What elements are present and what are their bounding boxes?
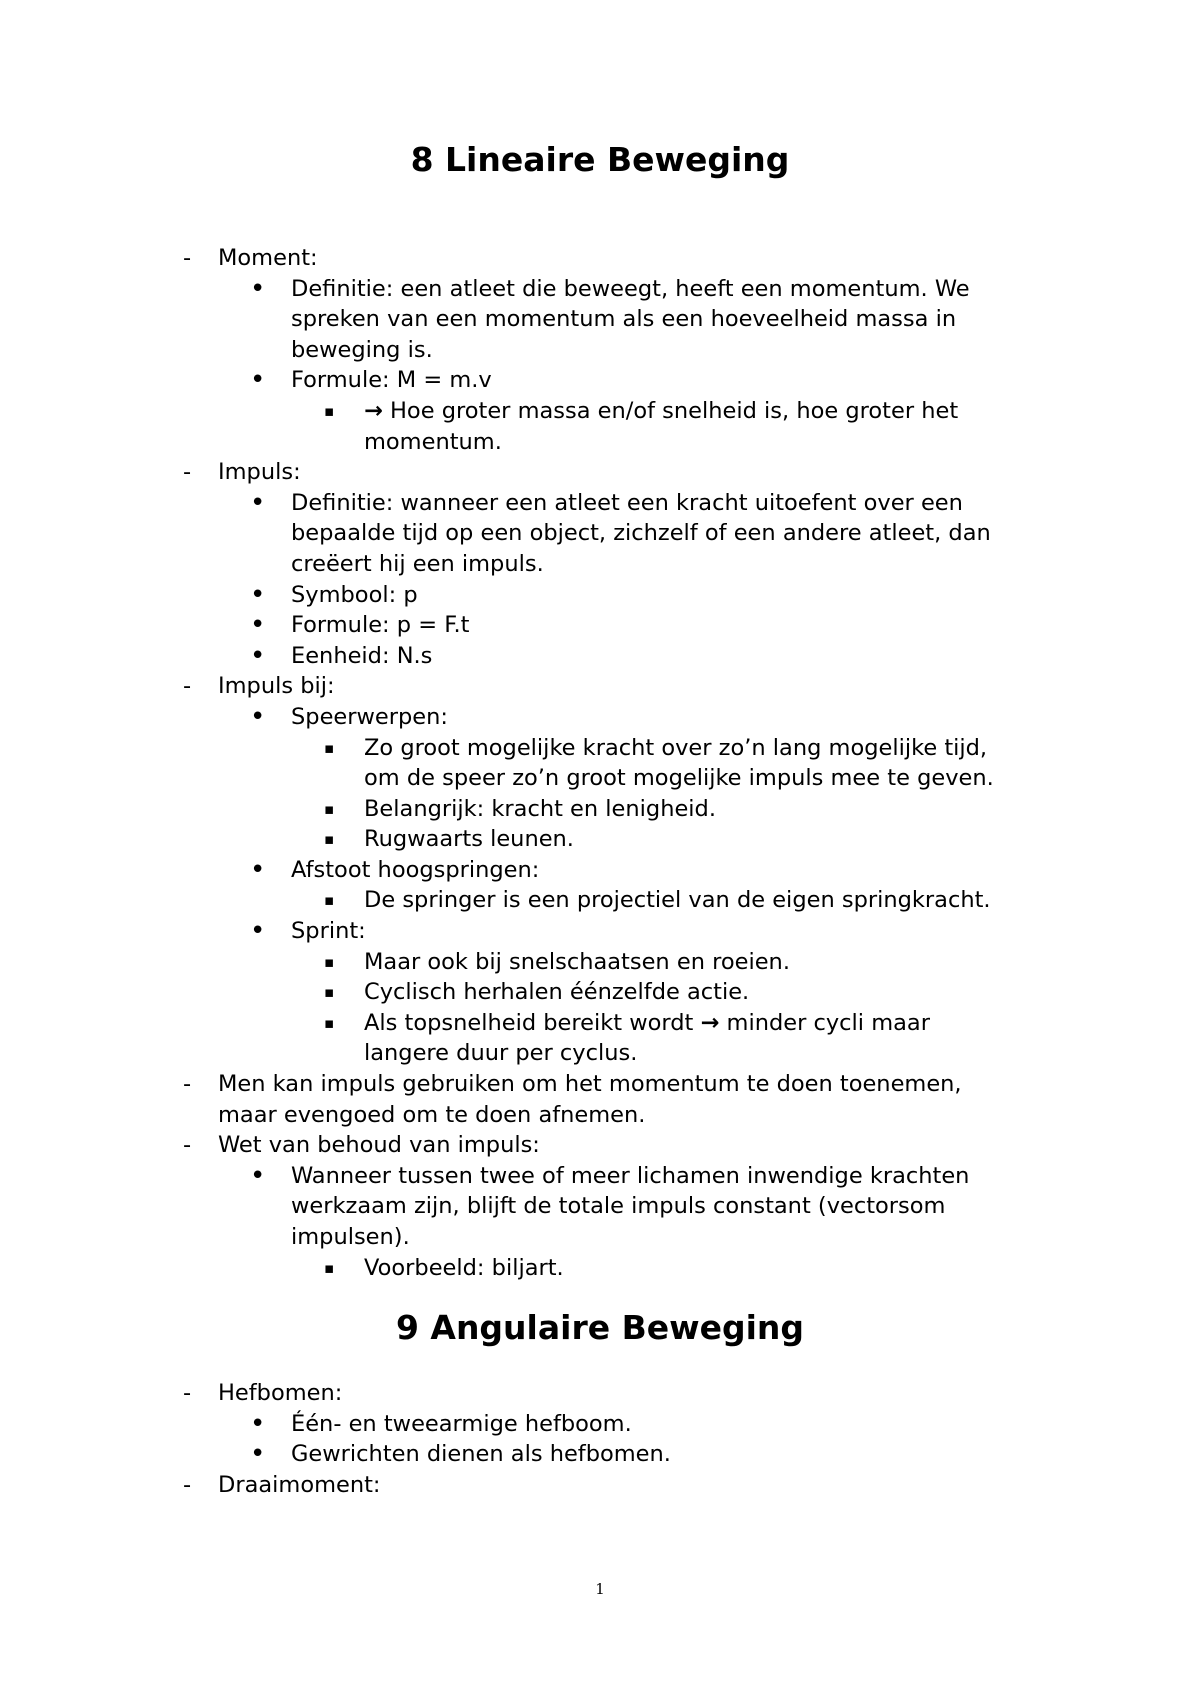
moment-consequence: → Hoe groter massa en/of snelheid is, hoe groter het [364, 397, 959, 424]
list-item-continuation [0, 1191, 1200, 1222]
list-item [0, 243, 1200, 274]
conservation-item: werkzaam zijn, blijft de totale impuls constant (vectorsom [291, 1193, 946, 1220]
bullet-marker: • [250, 579, 266, 610]
square-marker: ▪ [324, 401, 335, 420]
square-marker: ▪ [324, 983, 335, 1002]
square-marker: ▪ [324, 830, 335, 849]
bullet-marker: • [250, 701, 266, 732]
dash-marker: - [183, 459, 192, 486]
dash-marker: - [183, 1471, 192, 1498]
section-angulaire-beweging [0, 1378, 1200, 1500]
dash-marker: - [183, 1380, 192, 1406]
bullet-marker: • [250, 854, 266, 885]
list-item [0, 671, 1200, 702]
square-marker: ▪ [324, 738, 335, 757]
list-item-continuation [0, 335, 1200, 366]
impulse-formula: Formule: p = F.t [291, 612, 470, 639]
bullet-marker: • [250, 916, 266, 947]
list-item-continuation [0, 427, 1200, 458]
list-item [0, 610, 1200, 641]
sprint-item: Maar ook bij snelschaatsen en roeien. [364, 948, 790, 975]
moment-label: Moment: [218, 245, 318, 271]
javelin-item: om de speer zo’n groot mogelijke impuls mee te geven. [364, 765, 994, 792]
dash-marker: - [183, 1071, 192, 1098]
list-item [0, 702, 1200, 733]
bullet-marker: • [250, 610, 266, 641]
list-item-continuation [0, 1222, 1200, 1253]
list-item [0, 794, 1200, 825]
levers-item: Één- en tweearmige hefboom. [291, 1410, 632, 1437]
javelin-label: Speerwerpen: [291, 703, 448, 730]
list-item-continuation [0, 304, 1200, 335]
bullet-marker: • [250, 1160, 266, 1191]
square-marker: ▪ [324, 952, 335, 971]
list-item [0, 1253, 1200, 1284]
list-item [0, 947, 1200, 978]
levers-label: Hefbomen: [218, 1380, 343, 1406]
sprint-item: Als topsnelheid bereikt wordt → minder cycli maar [364, 1009, 930, 1036]
impulse-definition: creëert hij een impuls. [291, 550, 544, 577]
moment-consequence: momentum. [364, 428, 502, 455]
conservation-example: Voorbeeld: biljart. [364, 1254, 564, 1281]
list-item [0, 916, 1200, 947]
impulse-label: Impuls: [218, 459, 301, 486]
impulse-unit: Eenheid: N.s [291, 642, 433, 669]
list-item [0, 885, 1200, 916]
high-jump-item: De springer is een projectiel van de eigen springkracht. [364, 887, 991, 914]
javelin-item: Rugwaarts leunen. [364, 826, 574, 853]
bullet-marker: • [250, 365, 266, 396]
list-item [0, 824, 1200, 855]
bullet-marker: • [250, 1439, 266, 1470]
list-item [0, 1069, 1200, 1100]
list-item [0, 1439, 1200, 1470]
square-marker: ▪ [324, 1258, 335, 1277]
list-item [0, 855, 1200, 886]
list-item [0, 1378, 1200, 1409]
sprint-label: Sprint: [291, 918, 366, 945]
list-item [0, 274, 1200, 305]
list-item-continuation [0, 549, 1200, 580]
bullet-marker: • [250, 487, 266, 518]
impulse-at-label: Impuls bij: [218, 673, 335, 700]
high-jump-label: Afstoot hoogspringen: [291, 856, 540, 883]
dash-marker: - [183, 245, 192, 271]
list-item [0, 396, 1200, 427]
javelin-item: Belangrijk: kracht en lenigheid. [364, 795, 716, 822]
list-item [0, 1161, 1200, 1192]
list-item [0, 1130, 1200, 1161]
list-item [0, 733, 1200, 764]
list-item-continuation [0, 518, 1200, 549]
list-item [0, 641, 1200, 672]
heading-lineaire-beweging: 8 Lineaire Beweging [410, 140, 790, 179]
square-marker: ▪ [324, 1013, 335, 1032]
impulse-symbol: Symbool: p [291, 581, 418, 608]
list-item [0, 1470, 1200, 1501]
bullet-marker: • [250, 1408, 266, 1439]
conservation-item: Wanneer tussen twee of meer lichamen inwendige krachten [291, 1162, 970, 1189]
dash-marker: - [183, 673, 192, 700]
bullet-marker: • [250, 273, 266, 304]
sprint-item: langere duur per cyclus. [364, 1040, 638, 1067]
torque-label: Draaimoment: [218, 1471, 381, 1498]
list-item-continuation [0, 1038, 1200, 1069]
dash-marker: - [183, 1132, 192, 1159]
sprint-item: Cyclisch herhalen éénzelfde actie. [364, 979, 750, 1006]
moment-definition: beweging is. [291, 336, 433, 363]
conservation-item: impulsen). [291, 1224, 410, 1250]
moment-definition: Definitie: een atleet die beweegt, heeft een momentum. We [291, 275, 970, 302]
square-marker: ▪ [324, 891, 335, 910]
moment-formula: Formule: M = m.v [291, 367, 492, 394]
levers-item: Gewrichten dienen als hefbomen. [291, 1441, 671, 1468]
list-item-continuation [0, 763, 1200, 794]
list-item [0, 488, 1200, 519]
list-item [0, 365, 1200, 396]
square-marker: ▪ [324, 799, 335, 818]
list-item [0, 977, 1200, 1008]
impulse-use: maar evengoed om te doen afnemen. [218, 1101, 646, 1128]
heading-angulaire-beweging: 9 Angulaire Beweging [395, 1308, 805, 1347]
impulse-definition: bepaalde tijd op een object, zichzelf of een andere atleet, dan [291, 520, 991, 547]
list-item [0, 457, 1200, 488]
list-item [0, 1008, 1200, 1039]
list-item [0, 1409, 1200, 1440]
javelin-item: Zo groot mogelijke kracht over zo’n lang mogelijke tijd, [364, 734, 988, 761]
list-item [0, 580, 1200, 611]
moment-definition: spreken van een momentum als een hoeveelheid massa in [291, 306, 957, 333]
list-item-continuation [0, 1100, 1200, 1131]
page-number: 1 [595, 1580, 605, 1598]
bullet-marker: • [250, 640, 266, 671]
arrow-right-icon: → [364, 397, 383, 424]
arrow-right-icon: → [700, 1009, 720, 1036]
conservation-label: Wet van behoud van impuls: [218, 1132, 540, 1159]
section-lineaire-beweging [0, 243, 1200, 1283]
impulse-use: Men kan impuls gebruiken om het momentum te doen toenemen, [218, 1071, 962, 1098]
impulse-definition: Definitie: wanneer een atleet een kracht uitoefent over een [291, 489, 963, 516]
